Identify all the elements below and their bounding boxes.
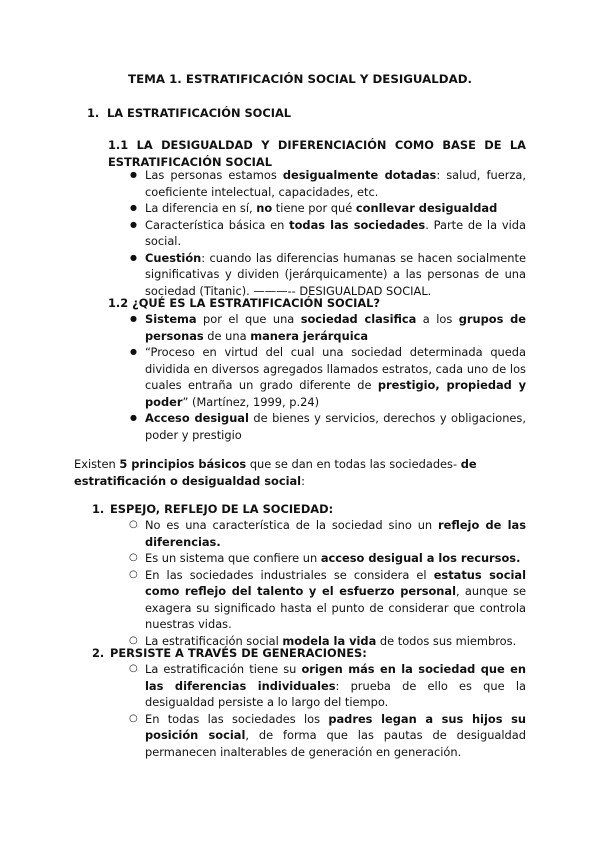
bullet-list-1-1: [127, 167, 526, 299]
text: : salud, fuerza, coeficiente intelectual, capacidades, etc.: [145, 168, 526, 199]
circle-list-principle-2: [127, 661, 526, 760]
bold-text: no: [256, 201, 273, 215]
text: La diferencia en sí,: [145, 201, 257, 215]
subsection-title-line-1: 1.1 LA DESIGUALDAD Y DIFERENCIACIÓN COMO BASE DE LA: [108, 138, 526, 152]
text: Existen: [74, 457, 120, 471]
text: , de forma que las pautas de desigualdad permanecen inalterables de generación en generación.: [145, 728, 527, 759]
bold-text: de estratificación o desigualdad social: [74, 457, 477, 488]
text: La estratificación social: [145, 633, 283, 648]
list-item: [127, 200, 526, 217]
circle-list-principle-1: [127, 517, 526, 649]
bold-text: origen más en la sociedad que en las diferencias individuales: [145, 662, 526, 693]
section-title: LA ESTRATIFICACIÓN SOCIAL: [107, 106, 292, 120]
list-item: [127, 550, 526, 567]
text: que se dan en todas las sociedades-: [246, 457, 461, 471]
bold-text: reflejo de las diferencias.: [145, 518, 526, 549]
list-item: [127, 711, 526, 761]
list-item: [127, 517, 526, 550]
text: . Parte de la vida social.: [145, 217, 526, 248]
bold-text: acceso desigual a los recursos.: [320, 551, 521, 565]
bold-text: grupos de personas: [145, 312, 527, 343]
bold-text: sociedad clasifica: [300, 312, 417, 326]
list-item: [127, 250, 526, 300]
text: Característica básica en: [145, 217, 290, 232]
principle-heading-2: [92, 645, 367, 662]
list-item: [127, 344, 526, 410]
document-title: TEMA 1. ESTRATIFICACIÓN SOCIAL Y DESIGUALDAD.: [128, 72, 472, 86]
bold-text: Cuestión: [145, 250, 202, 265]
text: tiene por qué: [272, 201, 356, 215]
bold-text: modela la vida: [282, 633, 377, 648]
section-number: 1.: [87, 106, 100, 120]
text: por el que una: [196, 312, 301, 326]
list-item: [127, 410, 526, 443]
text: “Proceso en virtud del cual una sociedad determinada queda dividida en diversos agregados llamados estratos, cada uno de los cuales entraña un grado diferente de: [145, 345, 526, 392]
bold-text: Sistema: [145, 312, 197, 326]
text: Las personas estamos: [145, 168, 283, 182]
principle-title: ESPEJO, REFLEJO DE LA SOCIEDAD:: [110, 502, 334, 516]
bold-text: conllevar desigualdad: [355, 201, 498, 215]
text: :: [301, 473, 305, 488]
text: La estratificación tiene su: [145, 662, 302, 676]
text: de una: [203, 328, 251, 343]
text: Es un sistema que confiere un: [145, 551, 321, 565]
bold-text: estatus social como reflejo del talento y el esfuerzo personal: [145, 567, 526, 598]
list-item: [127, 661, 526, 711]
text: de bienes y servicios, derechos y obligaciones, poder y prestigio: [145, 411, 526, 442]
text: : prueba de ello es que la desigualdad persiste a lo largo del tiempo.: [145, 678, 526, 709]
bold-text: 5 principios básicos: [119, 457, 247, 471]
list-item: [127, 567, 526, 633]
text: En todas las sociedades los: [145, 711, 329, 726]
text: , aunque se exagera su significado hasta el punto de considerar que controla nuestras vidas.: [145, 584, 527, 631]
text: ” (Martínez, 1999, p.24): [182, 394, 320, 409]
list-item: [127, 217, 526, 250]
list-item: [127, 167, 526, 200]
text: : cuando las diferencias humanas se hacen socialmente significativas y dividen (jerárquicamente) a las personas de una sociedad (Titanic). ———-- DESIGUALDAD SOCIAL.: [145, 250, 526, 298]
principle-number: 2.: [92, 646, 105, 660]
list-item: [127, 311, 526, 344]
subsection-heading-1-2: 1.2 ¿QUÉ ES LA ESTRATIFICACIÓN SOCIAL?: [108, 296, 381, 310]
section-heading-1: [87, 105, 291, 122]
bullet-list-1-2: [127, 311, 526, 443]
text: No es una característica de la sociedad sino un: [145, 518, 439, 532]
bold-text: todas las sociedades: [289, 217, 426, 232]
text: En las sociedades industriales se considera el: [145, 567, 434, 582]
bold-text: Acceso desigual: [145, 411, 249, 425]
text: a los: [416, 312, 459, 326]
principle-number: 1.: [92, 502, 105, 516]
bold-text: manera jerárquica: [250, 328, 369, 343]
principle-heading-1: [92, 501, 333, 518]
text: de todos sus miembros.: [376, 633, 517, 648]
subsection-title-line-2: ESTRATIFICACIÓN SOCIAL: [108, 154, 272, 169]
bold-text: padres legan a sus hijos su posición social: [145, 711, 526, 742]
principles-intro-paragraph: [74, 456, 526, 489]
subsection-heading-1-1: [108, 137, 526, 170]
bold-text: prestigio, propiedad y poder: [145, 378, 526, 409]
bold-text: desigualmente dotadas: [282, 168, 437, 182]
principle-title: PERSISTE A TRAVÉS DE GENERACIONES:: [110, 646, 367, 660]
